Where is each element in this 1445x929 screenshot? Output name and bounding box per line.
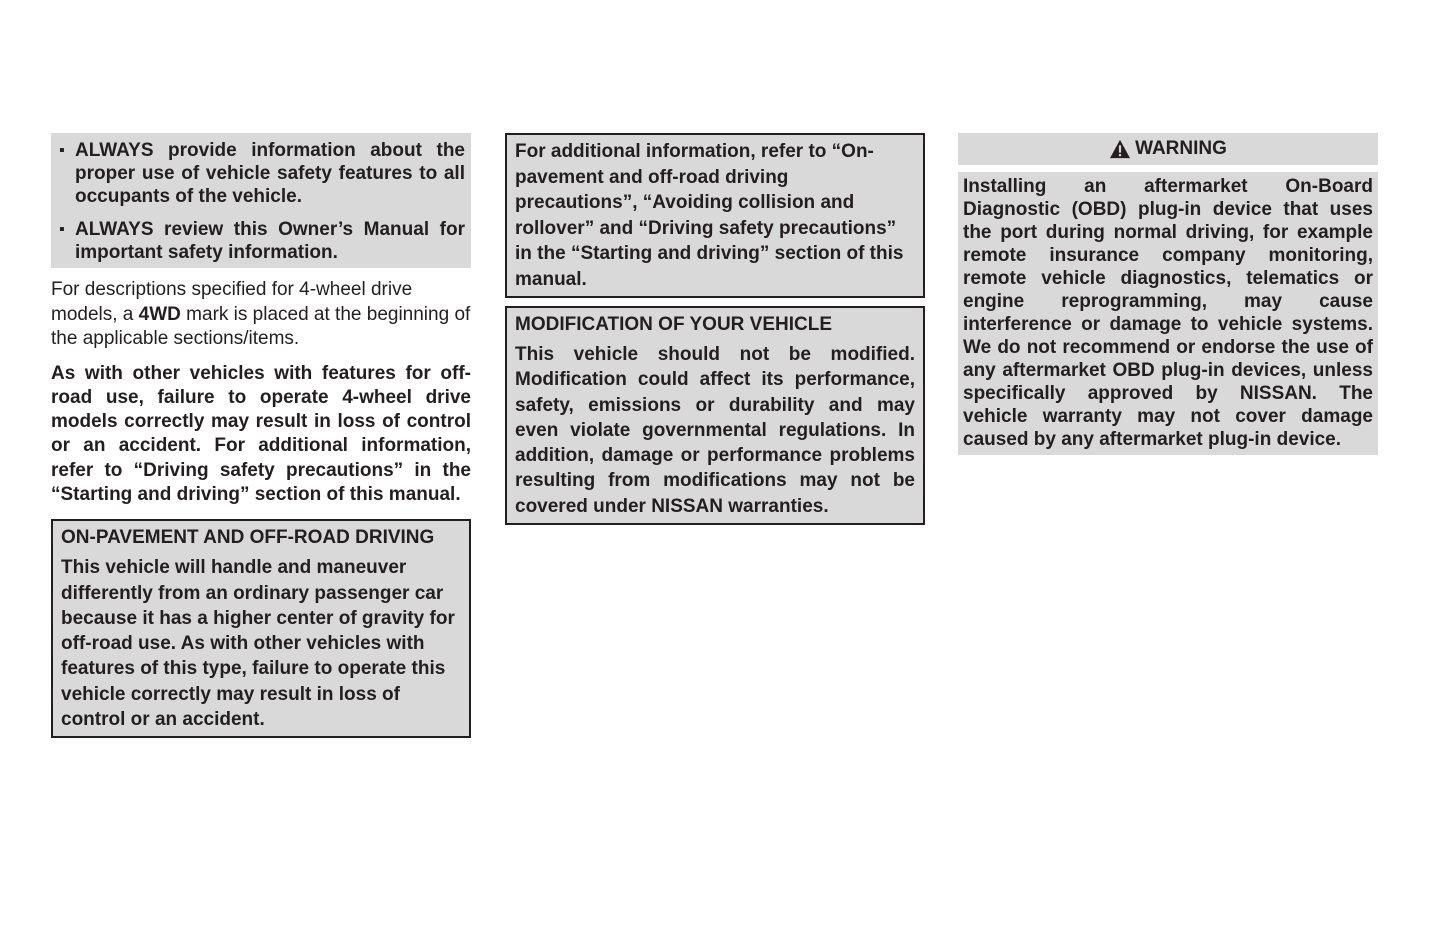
bullet-item [57,218,465,264]
4wd-text-before: For descriptions specified for 4-wheel drive models, a [51,279,413,325]
modification-heading: MODIFICATION OF YOUR VEHICLE [515,314,833,335]
bullet-item [57,139,465,208]
modification-box [505,306,925,525]
4wd-text-after: mark is placed at the beginning of the applicable sections/items. [51,303,471,349]
on-pavement-box [51,519,471,738]
bullet-text: ALWAYS review this Owner’s Manual for important safety information. [75,219,465,263]
bullet-text: ALWAYS provide information about the proper use of vehicle safety features to all occupants of the vehicle. [75,140,465,207]
warning-text: Installing an aftermarket On-Board Diagnostic (OBD) plug-in device that uses the port during normal driving, for example remote insurance company monitoring, remote vehicle diagnostics, telematics or engine reprogramming, may cause interference or damage to vehicle systems. We do not recommend or endorse the use of any aftermarket OBD plug-in devices, unless specifically approved by NISSAN. The vehicle warranty may not cover damage caused by any aftermarket plug-in device. [958,172,1378,455]
safety-bullets-panel [51,133,471,268]
on-pavement-heading: ON-PAVEMENT AND OFF-ROAD DRIVING [61,527,435,549]
on-pavement-text: This vehicle will handle and maneuver differently from an ordinary passenger car because it has a higher center of gravity for off-road use. As with other vehicles with features of this type, failure to operate this vehicle correctly may result in loss of control or an accident. [61,557,455,731]
modification-text: This vehicle should not be modified. Modification could affect its performance, safety, emissions or durability and may even violate governmental regulations. In addition, damage or performance problems resulting from modifications may not be covered under NISSAN warranties. [515,344,915,517]
offroad-caution-paragraph: As with other vehicles with features for off-road use, failure to operate 4-wheel drive models correctly may result in loss of control or an accident. For additional information, refer to “Driving safety precautions” in the “Starting and driving” section of this manual. [51,362,471,505]
bullet-dot: ▪ [59,142,65,159]
middle-column [505,133,925,525]
additional-info-box [505,133,925,298]
bullet-dot: ▪ [59,221,65,238]
4wd-description-paragraph [51,278,471,352]
warning-header [958,133,1378,165]
warning-label: WARNING [1135,138,1227,159]
left-column [51,133,471,738]
right-column [958,133,1378,455]
4wd-mark: 4WD [138,303,181,325]
warning-triangle-icon [1109,139,1131,159]
additional-info-text: For additional information, refer to “On-pavement and off-road driving precautions”, “Avoiding collision and rollover” and “Driving safety precautions” in the “Starting and driving” section of this manual. [515,141,904,290]
